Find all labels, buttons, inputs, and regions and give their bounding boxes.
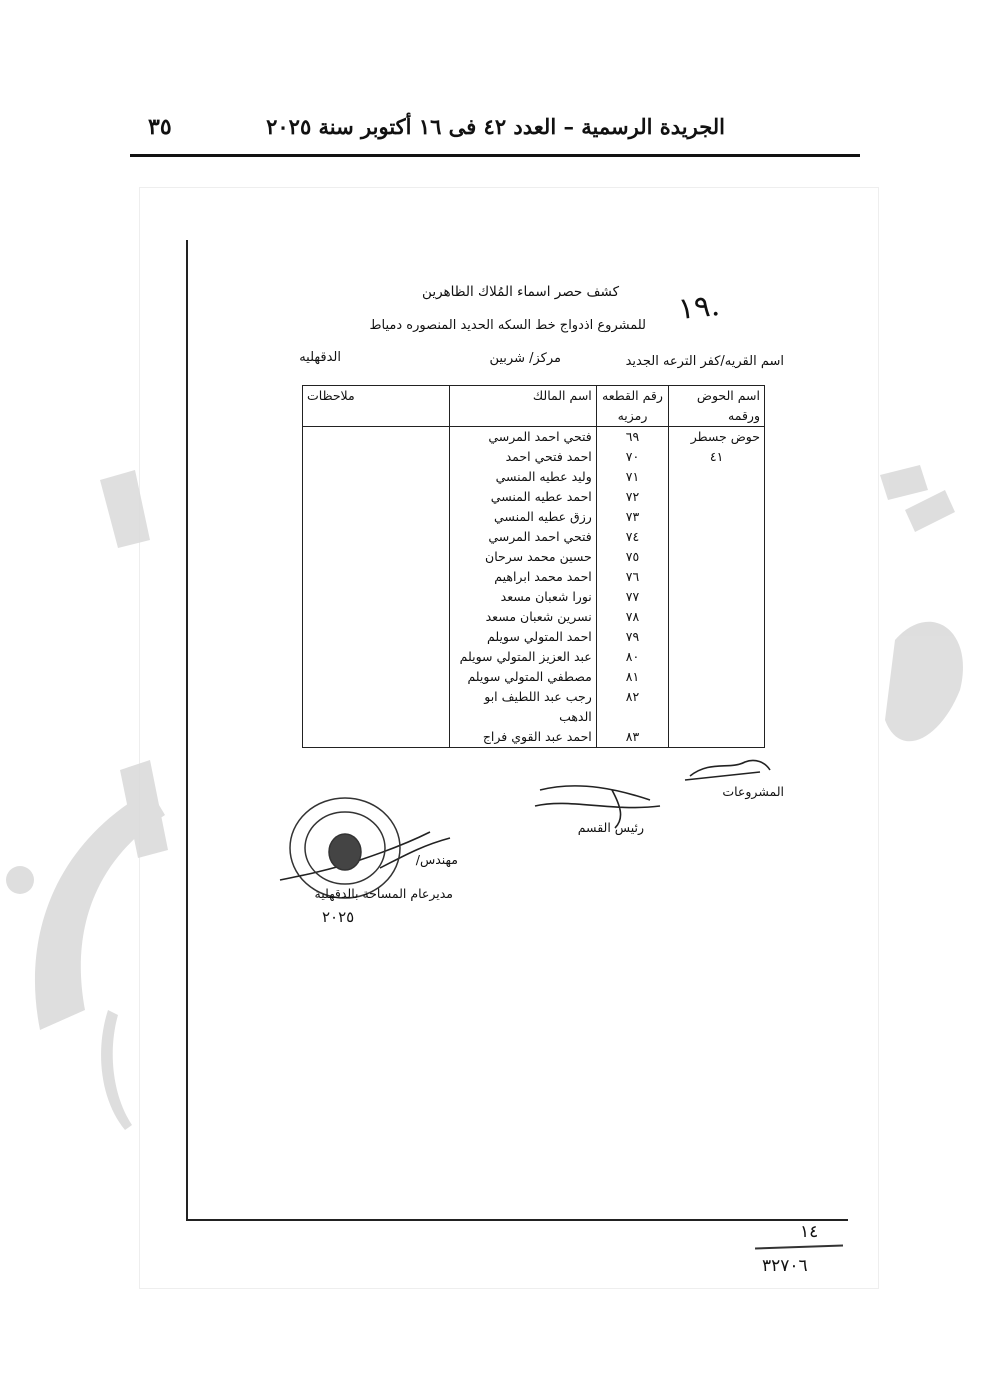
plot-number-cell: ٧٦ [596,567,668,587]
document-title: كشف حصر اسماء المُلاك الظاهرين [422,284,619,300]
gazette-page-number: ٣٥ [148,114,172,140]
signature-projects [685,760,770,780]
projects-label: المشروعات [722,784,784,799]
owner-name-cell: رزق عطيه المنسي [449,507,596,527]
plot-number-cell: ٧٠ [596,447,668,467]
gazette-title: الجريدة الرسمية – العدد ٤٢ فى ١٦ أكتوبر سنة ٢٠٢٥ [266,114,725,139]
plot-number-cell: ٧٨ [596,607,668,627]
owner-name-cell: نورا شعبان مسعد [449,587,596,607]
document-subtitle: للمشروع اذدواج خط السكه الحديد المنصوره دمياط [369,318,646,333]
plot-number-cell: ٧٣ [596,507,668,527]
plot-number-cell: ٧١ [596,467,668,487]
owner-name-cell: رجب عبد اللطيف ابو الدهب [449,687,596,727]
plot-number-cell: ٧٧ [596,587,668,607]
director-label: مديرعام المساحة بالدقهلية [314,886,453,901]
header-basin: اسم الحوض ورقمه [669,386,765,427]
plot-number-cell: ٧٢ [596,487,668,507]
header-owner: اسم المالك [449,386,596,427]
governorate-label: الدقهليه [299,350,341,365]
owner-name-cell: نسرين شعبان مسعد [449,607,596,627]
owner-name-cell: فتحي احمد المرسي [449,427,596,448]
basin-cell: ٤١ [669,447,765,467]
plot-number-cell: ٦٩ [596,427,668,448]
header-notes: ملاحظات [303,386,450,427]
plot-number-cell: ٨١ [596,667,668,687]
footer-reference: ٣٢٧٠٦ [762,1256,808,1276]
header-plot: رقم القطعه رمزيه [596,386,668,427]
stamp-date: ٢٠٢٥ [322,908,355,926]
basin-cell: حوض جسطر [669,427,765,448]
owner-name-cell: احمد محمد ابراهيم [449,567,596,587]
plot-number-cell: ٧٩ [596,627,668,647]
section-head-label: رئيس القسم [577,820,644,835]
plot-number-cell: ٨٠ [596,647,668,667]
plot-number-cell: ٨٢ [596,687,668,727]
owner-name-cell: فتحي احمد المرسي [449,527,596,547]
center-label: مركز/ شربين [489,351,561,366]
owner-name-cell: عبد العزيز المتولي سويلم [449,647,596,667]
owner-name-cell: وليد عطيه المنسي [449,467,596,487]
plot-number-cell: ٨٣ [596,727,668,748]
village-label: اسم القريه/كفر الترعه الجديد [625,354,784,369]
owner-name-cell: احمد فتحي احمد [449,447,596,467]
sheet-number: ١٩. [676,287,722,328]
owner-name-cell: احمد المتولي سويلم [449,627,596,647]
owner-name-cell: احمد عبد القوي فراج [449,727,596,748]
plot-number-cell: ٧٥ [596,547,668,567]
owner-name-cell: حسين محمد سرحان [449,547,596,567]
official-stamp [290,798,400,898]
footer-page: ١٤ [800,1222,819,1242]
plot-number-cell: ٧٤ [596,527,668,547]
engineer-label: مهندس/ [415,852,458,867]
owner-name-cell: احمد عطيه المنسي [449,487,596,507]
owner-name-cell: مصطفي المتولي سويلم [449,667,596,687]
